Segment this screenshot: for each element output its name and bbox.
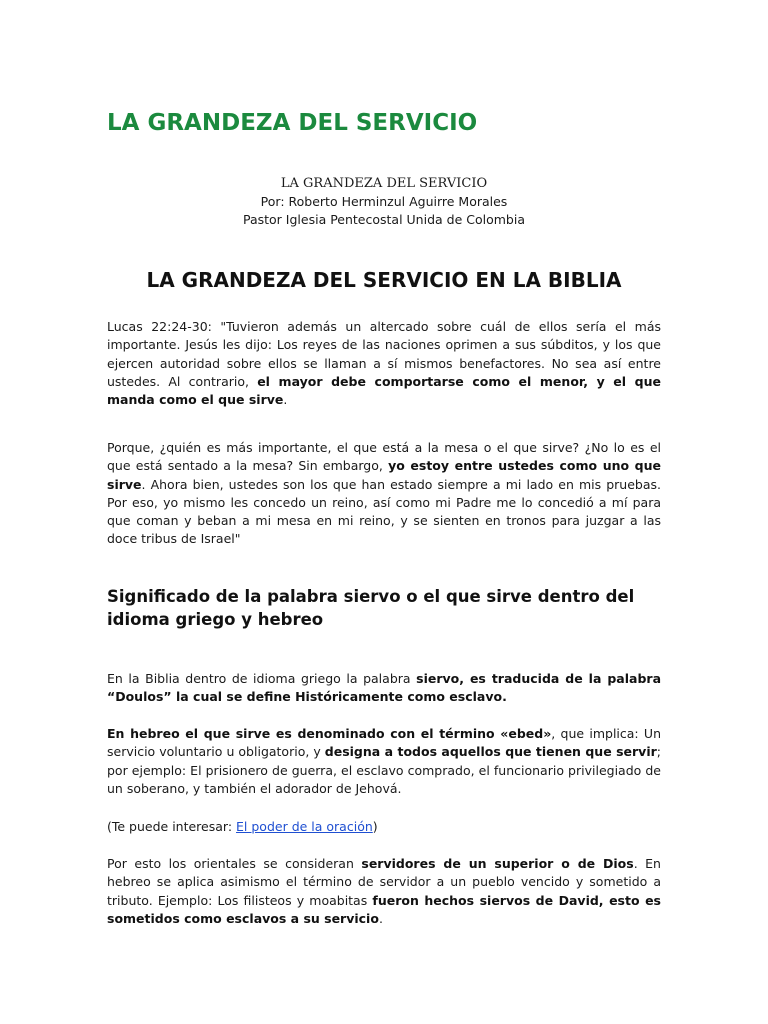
p2-text: Porque, ¿quién es más importante, el que está a la mesa o el que sirve? ¿No lo es el que está sentado a la mesa? Sin embargo, bbox=[107, 440, 661, 474]
byline-title: LA GRANDEZA DEL SERVICIO bbox=[280, 176, 488, 191]
p6-bold1: servidores de un superior o de Dios bbox=[361, 856, 634, 871]
p4-text2: ; por ejemplo: El prisionero de guerra, el esclavo comprado, el funcionario privilegiado de un soberano, y también el adorador de Jehová. bbox=[107, 744, 661, 796]
paragraph-hebrew bbox=[107, 725, 661, 798]
p1-end: . bbox=[283, 392, 288, 408]
paragraph-suggestion bbox=[107, 818, 661, 836]
paragraph-luke-continued bbox=[107, 439, 661, 549]
p6-bold2: fueron hechos siervos de David, esto es sometidos como esclavos a su servicio bbox=[107, 892, 661, 926]
paragraph-greek bbox=[107, 670, 661, 707]
byline-author: Por: Roberto Herminzul Aguirre Morales bbox=[260, 194, 508, 209]
p6-text1: Por esto los orientales se consideran bbox=[107, 856, 362, 871]
document-title: LA GRANDEZA DEL SERVICIO bbox=[107, 110, 478, 136]
p2-bold: yo estoy entre ustedes como uno que sirve bbox=[107, 458, 661, 492]
p1-bold: el mayor debe comportarse como el menor, y el que manda como el que sirve bbox=[107, 373, 661, 408]
p4-bold2: designa a todos aquellos que tienen que servir bbox=[324, 744, 657, 760]
p6-end: . bbox=[378, 910, 383, 926]
subheading: Significado de la palabra siervo o el que sirve dentro del idioma griego y hebreo bbox=[107, 587, 635, 629]
section-heading: LA GRANDEZA DEL SERVICIO EN LA BIBLIA bbox=[146, 268, 622, 292]
byline bbox=[107, 175, 661, 229]
p3-text: En la Biblia dentro de idioma griego la palabra bbox=[107, 671, 417, 686]
p6-text2: . En hebreo se aplica asimismo el término de servidor a un pueblo vencido y sometido a tributo. Ejemplo: Los filisteos y moabitas bbox=[107, 856, 661, 908]
p5-prefix: (Te puede interesar: bbox=[107, 819, 237, 834]
oracion-link[interactable]: El poder de la oración bbox=[236, 819, 373, 834]
p5-suffix: ) bbox=[372, 819, 378, 834]
p1-text: Lucas 22:24-30: "Tuvieron además un altercado sobre cuál de ellos sería el más importante. Jesús les dijo: Los reyes de las naciones oprimen a sus súbditos, y los que ejercen autoridad sobre ellos se llaman a sí mismos benefactores. No sea así entre ustedes. Al contrario, bbox=[107, 319, 661, 389]
p4-bold1: En hebreo el que sirve es denominado con el término «ebed» bbox=[107, 726, 552, 741]
paragraph-luke-quote bbox=[107, 318, 661, 409]
byline-affiliation: Pastor Iglesia Pentecostal Unida de Colombia bbox=[242, 212, 525, 227]
paragraph-servants bbox=[107, 855, 661, 928]
p4-text1: , que implica: Un servicio voluntario u obligatorio, y bbox=[107, 726, 661, 760]
p2-end: . Ahora bien, ustedes son los que han estado siempre a mi lado en mis pruebas. Por eso, yo mismo les concedo un reino, así como mi Padre me lo concedió a mí para que coman y beban a mi mesa en mi reino, y se sienten en tronos para juzgar a las doce tribus de Israel" bbox=[107, 476, 661, 547]
p3-bold: siervo, es traducida de la palabra “Doulos” la cual se define Históricamente como esclavo. bbox=[107, 671, 661, 705]
